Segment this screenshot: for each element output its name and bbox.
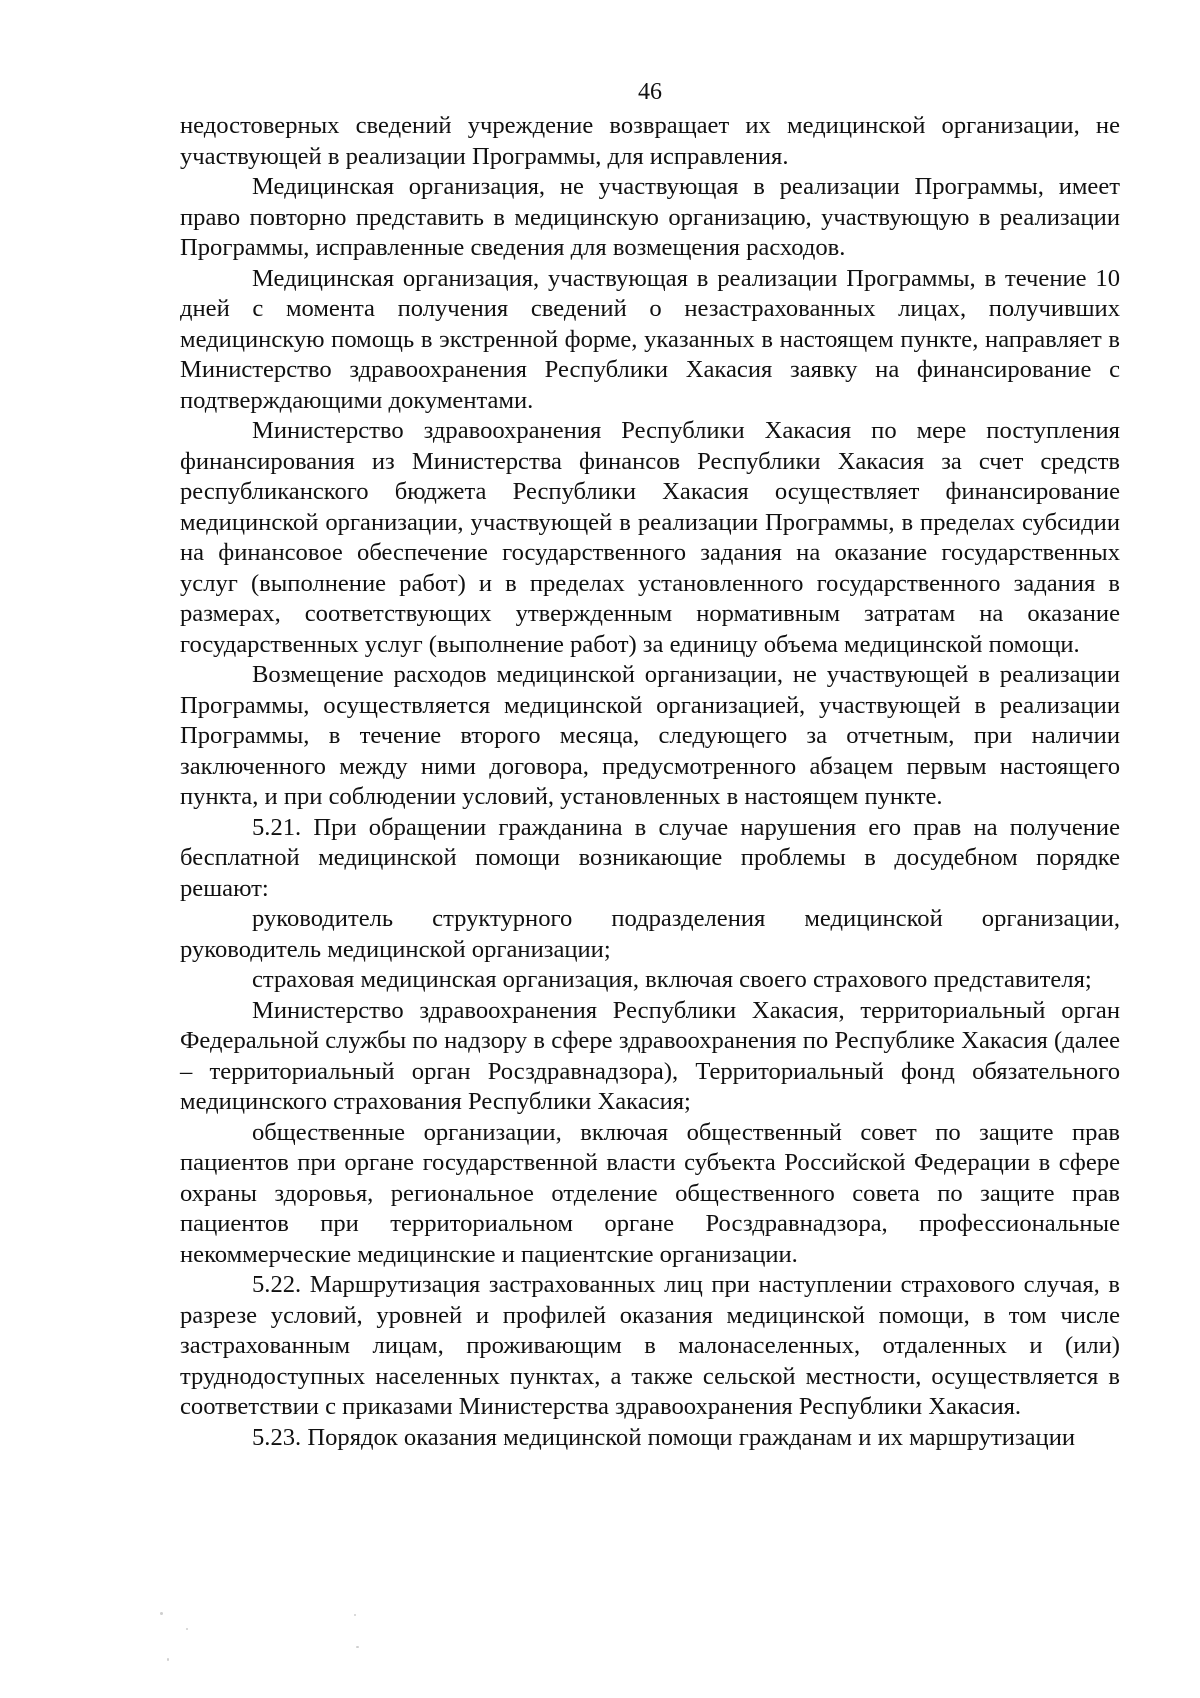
scan-noise-speck xyxy=(186,1628,188,1630)
paragraph-ministry-financing: Министерство здравоохранения Республики Хакасия по мере поступления финансирования из Министерства финансов Республики Хакасия за счет средств республиканского бюджета Республики Хакасия осуществляет финансирование медицинской организации, участвующей в реализации Программы, в пределах субсидии на финансовое обеспечение государственного задания на оказание государственных услуг (выполнение работ) и в пределах установленного государственного задания в размерах, соответствующих утвержденным нормативным затратам на оказание государственных услуг (выполнение работ) за единицу объема медицинской помощи. xyxy=(180,417,1120,658)
scan-noise-speck xyxy=(356,1646,359,1648)
scan-noise-speck xyxy=(354,1614,356,1616)
paragraph-section-5-23: 5.23. Порядок оказания медицинской помощи гражданам и их маршрутизации xyxy=(252,1423,1076,1451)
paragraph-expense-reimbursement: Возмещение расходов медицинской организации, не участвующей в реализации Программы, осуществляется медицинской организацией, участвующей в реализации Программы, в течение второго месяца, следующего за отчетным, при наличии заключенного между ними договора, предусмотренного абзацем первым настоящего пункта, и при соблюдении условий, установленных в настоящем пункте. xyxy=(180,661,1120,810)
list-item-department-head: руководитель структурного подразделения медицинской организации, руководитель медицинской организации; xyxy=(180,905,1120,963)
list-item-public-organizations: общественные организации, включая общественный совет по защите прав пациентов при органе государственной власти субъекта Российской Федерации в сфере охраны здоровья, региональное отделение общественного совета по защите прав пациентов при территориальном органе Росздравнадзора, профессиональные некоммерческие медицинские и пациентские организации. xyxy=(180,1118,1120,1268)
scan-noise-speck xyxy=(160,1612,163,1615)
scan-noise-speck xyxy=(167,1658,169,1661)
paragraph-funding-request: Медицинская организация, участвующая в реализации Программы, в течение 10 дней с момента получения сведений о незастрахованных лицах, получивших медицинскую помощь в экстренной форме, указанных в настоящем пункте, направляет в Министерство здравоохранения Республики Хакасия заявку на финансирование с подтверждающими документами. xyxy=(180,264,1120,414)
paragraph-section-5-22: 5.22. Маршрутизация застрахованных лиц при наступлении страхового случая, в разрезе условий, уровней и профилей оказания медицинской помощи, в том числе застрахованным лицам, проживающим в малонаселенных, отдаленных и (или) труднодоступных населенных пунктах, а также сельской местности, осуществляется в соответствии с приказами Министерства здравоохранения Республики Хакасия. xyxy=(180,1271,1120,1420)
paragraph-continuation: недостоверных сведений учреждение возвращает их медицинской организации, не участвующей в реализации Программы, для исправления. xyxy=(180,112,1120,170)
document-body xyxy=(180,111,1120,1453)
paragraph-resubmission: Медицинская организация, не участвующая в реализации Программы, имеет право повторно представить в медицинскую организацию, участвующую в реализации Программы, исправленные сведения для возмещения расходов. xyxy=(180,173,1120,261)
list-item-ministry-and-authorities: Министерство здравоохранения Республики Хакасия, территориальный орган Федеральной службы по надзору в сфере здравоохранения по Республике Хакасия (далее – территориальный орган Росздравнадзора), Территориальный фонд обязательного медицинского страхования Республики Хакасия; xyxy=(180,996,1120,1115)
page-number: 46 xyxy=(638,79,662,105)
paragraph-section-5-21: 5.21. При обращении гражданина в случае нарушения его прав на получение бесплатной медицинской помощи возникающие проблемы в досудебном порядке решают: xyxy=(180,813,1120,902)
list-item-insurance-organization: страховая медицинская организация, включая своего страхового представителя; xyxy=(252,966,1092,993)
